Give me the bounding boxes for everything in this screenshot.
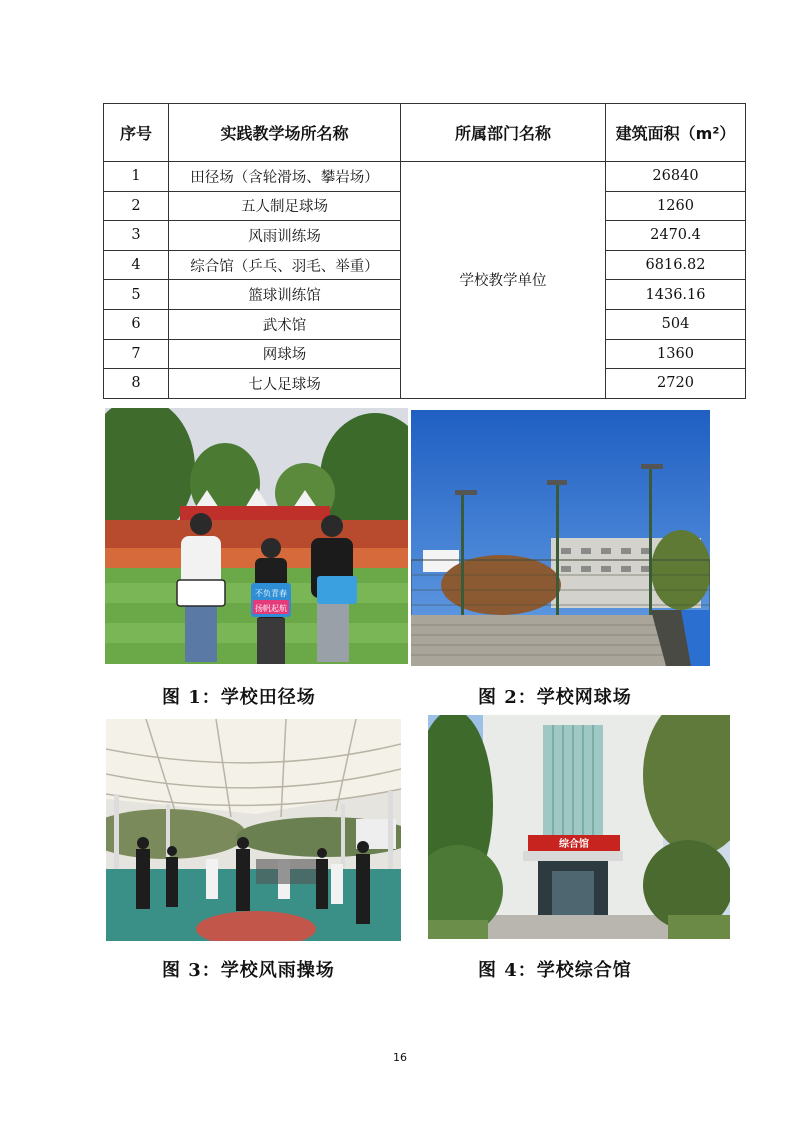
track-field-photo — [105, 408, 408, 664]
header-venue-name: 实践教学场所名称 — [169, 104, 401, 162]
row-venue-name: 综合馆（乒乓、羽毛、举重） — [169, 250, 401, 280]
row-number: 8 — [104, 369, 169, 399]
page-number: 16 — [393, 1051, 407, 1064]
facilities-table — [103, 103, 746, 399]
header-department: 所属部门名称 — [401, 104, 606, 162]
row-area: 504 — [606, 309, 746, 339]
row-area: 26840 — [606, 162, 746, 192]
row-area: 1436.16 — [606, 280, 746, 310]
row-venue-name: 风雨训练场 — [169, 221, 401, 251]
row-area: 1260 — [606, 191, 746, 221]
figure-2-caption: 图 2：学校网球场 — [478, 687, 632, 708]
row-number: 5 — [104, 280, 169, 310]
figure-3-caption: 图 3：学校风雨操场 — [162, 960, 335, 981]
row-venue-name: 网球场 — [169, 339, 401, 369]
row-number: 7 — [104, 339, 169, 369]
sign-right-text: 扬帆起航 — [255, 604, 287, 613]
row-venue-name: 篮球训练馆 — [169, 280, 401, 310]
table-header-row — [104, 104, 746, 162]
row-number: 6 — [104, 309, 169, 339]
gym-building-sign: 综合馆 — [559, 839, 589, 850]
header-number: 序号 — [104, 104, 169, 162]
row-venue-name: 五人制足球场 — [169, 191, 401, 221]
row-area: 1360 — [606, 339, 746, 369]
row-number: 3 — [104, 221, 169, 251]
department-cell: 学校教学单位 — [401, 162, 606, 399]
tennis-court-photo — [411, 410, 710, 666]
figure-4-caption: 图 4：学校综合馆 — [478, 960, 632, 981]
row-area: 2720 — [606, 369, 746, 399]
row-number: 4 — [104, 250, 169, 280]
table-row — [104, 162, 746, 192]
gymnasium-photo — [428, 715, 730, 939]
figure-1-caption: 图 1：学校田径场 — [162, 687, 316, 708]
row-number: 1 — [104, 162, 169, 192]
row-venue-name: 七人足球场 — [169, 369, 401, 399]
row-area: 6816.82 — [606, 250, 746, 280]
covered-court-photo — [106, 719, 401, 941]
row-venue-name: 田径场（含轮滑场、攀岩场） — [169, 162, 401, 192]
row-venue-name: 武术馆 — [169, 309, 401, 339]
header-area: 建筑面积（m²） — [606, 104, 746, 162]
row-number: 2 — [104, 191, 169, 221]
sign-left-text: 不负青春 — [255, 589, 287, 598]
row-area: 2470.4 — [606, 221, 746, 251]
